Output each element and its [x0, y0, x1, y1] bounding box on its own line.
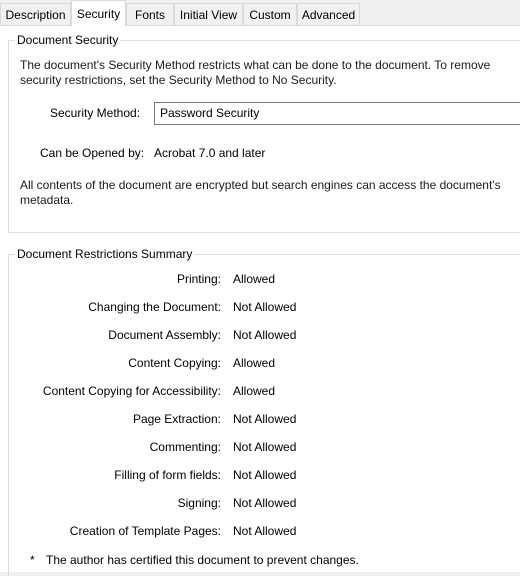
tab-description[interactable]: Description [0, 3, 71, 25]
restriction-label-page-extraction: Page Extraction: [132, 412, 221, 426]
properties-tab-strip [0, 0, 520, 26]
security-intro-text: The document's Security Method restricts what can be done to the document. To remove security restrictions, set the Security Method to No Security. [20, 58, 491, 87]
tab-initial-view[interactable]: Initial View [174, 3, 243, 25]
restriction-value-template-pages: Not Allowed [233, 524, 297, 538]
restriction-label-form-filling: Filling of form fields: [114, 468, 221, 482]
tab-security[interactable]: Security [71, 0, 126, 26]
restriction-value-accessibility: Allowed [233, 384, 276, 398]
restriction-label-signing: Signing: [177, 496, 221, 510]
restriction-value-changing: Not Allowed [233, 300, 297, 314]
restriction-label-commenting: Commenting: [149, 440, 221, 454]
restriction-label-changing: Changing the Document: [88, 300, 221, 314]
restriction-value-form-filling: Not Allowed [233, 468, 297, 482]
restriction-label-accessibility: Content Copying for Accessibility: [42, 384, 221, 398]
can-be-opened-by-value: Acrobat 7.0 and later [154, 146, 266, 160]
footnote-marker: * [30, 553, 35, 567]
security-method-label: Security Method: [50, 106, 141, 120]
restriction-label-template-pages: Creation of Template Pages: [69, 524, 221, 538]
restriction-label-printing: Printing: [176, 272, 221, 286]
tab-advanced[interactable]: Advanced [297, 3, 360, 25]
security-method-value: Password Security [160, 106, 260, 120]
encryption-note: All contents of the document are encrypted but search engines can access the document's metadata. [20, 178, 501, 207]
tab-fonts[interactable]: Fonts [126, 3, 174, 25]
restrictions-summary-heading: Document Restrictions Summary [17, 247, 193, 261]
security-panel [0, 25, 520, 572]
restriction-value-copying: Allowed [233, 356, 276, 370]
document-security-heading: Document Security [17, 33, 119, 47]
restriction-value-printing: Allowed [233, 272, 276, 286]
restriction-label-copying: Content Copying: [128, 356, 221, 370]
restriction-value-signing: Not Allowed [233, 496, 297, 510]
security-method-select[interactable] [154, 102, 520, 125]
can-be-opened-by-label: Can be Opened by: [40, 146, 145, 160]
restriction-value-commenting: Not Allowed [233, 440, 297, 454]
tab-custom[interactable]: Custom [243, 3, 297, 25]
certification-footnote: The author has certified this document to prevent changes. [46, 553, 359, 567]
restriction-label-assembly: Document Assembly: [108, 328, 221, 342]
restriction-value-page-extraction: Not Allowed [233, 412, 297, 426]
restriction-value-assembly: Not Allowed [233, 328, 297, 342]
